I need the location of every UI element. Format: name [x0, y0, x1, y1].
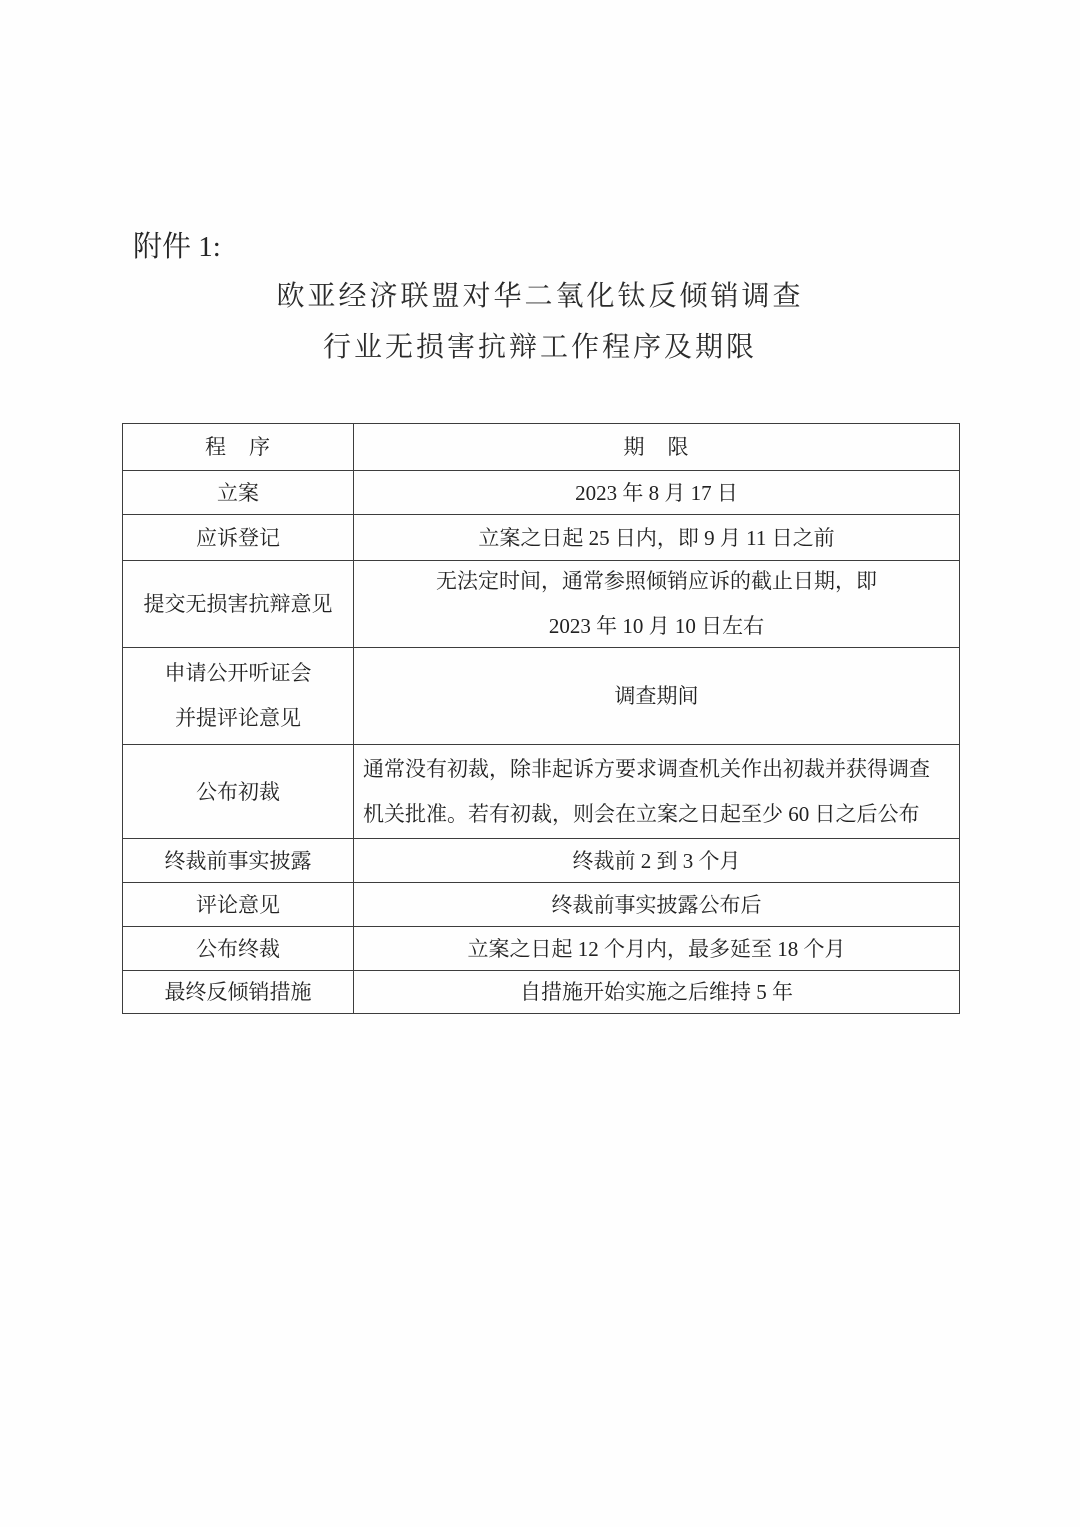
table-header-row: [123, 424, 959, 470]
procedure-cell: [123, 927, 354, 970]
procedure-text: 提交无损害抗辩意见: [143, 592, 333, 616]
title-line-2: 行业无损害抗辩工作程序及期限: [322, 332, 757, 363]
deadline-text: 2023 年 8 月 17 日: [575, 480, 738, 505]
deadline-cell: [354, 745, 959, 838]
document-title: [0, 271, 1080, 373]
procedure-text: 申请公开听证会: [164, 661, 312, 685]
procedure-text: 公布终裁: [196, 936, 280, 961]
deadline-cell: [354, 515, 959, 560]
procedure-cell: [123, 561, 354, 647]
table-row: [123, 514, 959, 560]
table-row: [123, 838, 959, 882]
attachment-label: 附件 1:: [133, 231, 221, 263]
procedure-text: 公布初裁: [196, 779, 280, 804]
deadline-text: 无法定时间，通常参照倾销应诉的截止日期，即: [436, 569, 877, 593]
deadline-header-label: 期 限: [623, 435, 690, 459]
table-row: [123, 470, 959, 514]
deadline-cell: [354, 648, 959, 744]
procedure-cell: [123, 648, 354, 744]
deadline-text: 立案之日起 25 日内，即 9 月 11 日之前: [478, 525, 835, 550]
procedure-cell: [123, 883, 354, 926]
deadline-text: 2023 年 10 月 10 日左右: [548, 614, 765, 638]
table-row: [123, 970, 959, 1013]
procedure-deadline-table: [122, 423, 960, 1014]
deadline-text: 通常没有初裁，除非起诉方要求调查机关作出初裁并获得调查: [363, 756, 930, 781]
procedure-text: 应诉登记: [196, 525, 280, 550]
procedure-header-label: 程 序: [205, 435, 271, 459]
table-row: [123, 882, 959, 926]
procedure-text: 最终反倾销措施: [164, 980, 312, 1004]
procedure-column-header: [123, 424, 354, 470]
deadline-text: 立案之日起 12 个月内，最多延至 18 个月: [467, 936, 846, 961]
procedure-cell: [123, 471, 354, 514]
procedure-cell: [123, 745, 354, 838]
table-row: [123, 744, 959, 838]
deadline-cell: [354, 883, 959, 926]
title-line-1: 欧亚经济联盟对华二氧化钛反倾销调查: [276, 281, 804, 312]
deadline-cell: [354, 561, 959, 647]
table-row: [123, 926, 959, 970]
table-row: [123, 560, 959, 647]
procedure-text: 评论意见: [196, 892, 280, 917]
procedure-cell: [123, 839, 354, 882]
procedure-text: 终裁前事实披露: [164, 848, 312, 873]
deadline-cell: [354, 471, 959, 514]
deadline-text: 调查期间: [614, 684, 699, 708]
deadline-cell: [354, 971, 959, 1013]
table-row: [123, 647, 959, 744]
deadline-text: 终裁前事实披露公布后: [551, 892, 762, 917]
procedure-cell: [123, 515, 354, 560]
deadline-cell: [354, 839, 959, 882]
deadline-text: 自措施开始实施之后维持 5 年: [520, 980, 793, 1004]
procedure-text: 并提评论意见: [175, 706, 301, 730]
deadline-column-header: [354, 424, 959, 470]
procedure-cell: [123, 971, 354, 1013]
deadline-text: 终裁前 2 到 3 个月: [572, 848, 741, 873]
deadline-text: 机关批准。若有初裁，则会在立案之日起至少 60 日之后公布: [363, 801, 920, 826]
deadline-cell: [354, 927, 959, 970]
procedure-text: 立案: [217, 480, 259, 505]
